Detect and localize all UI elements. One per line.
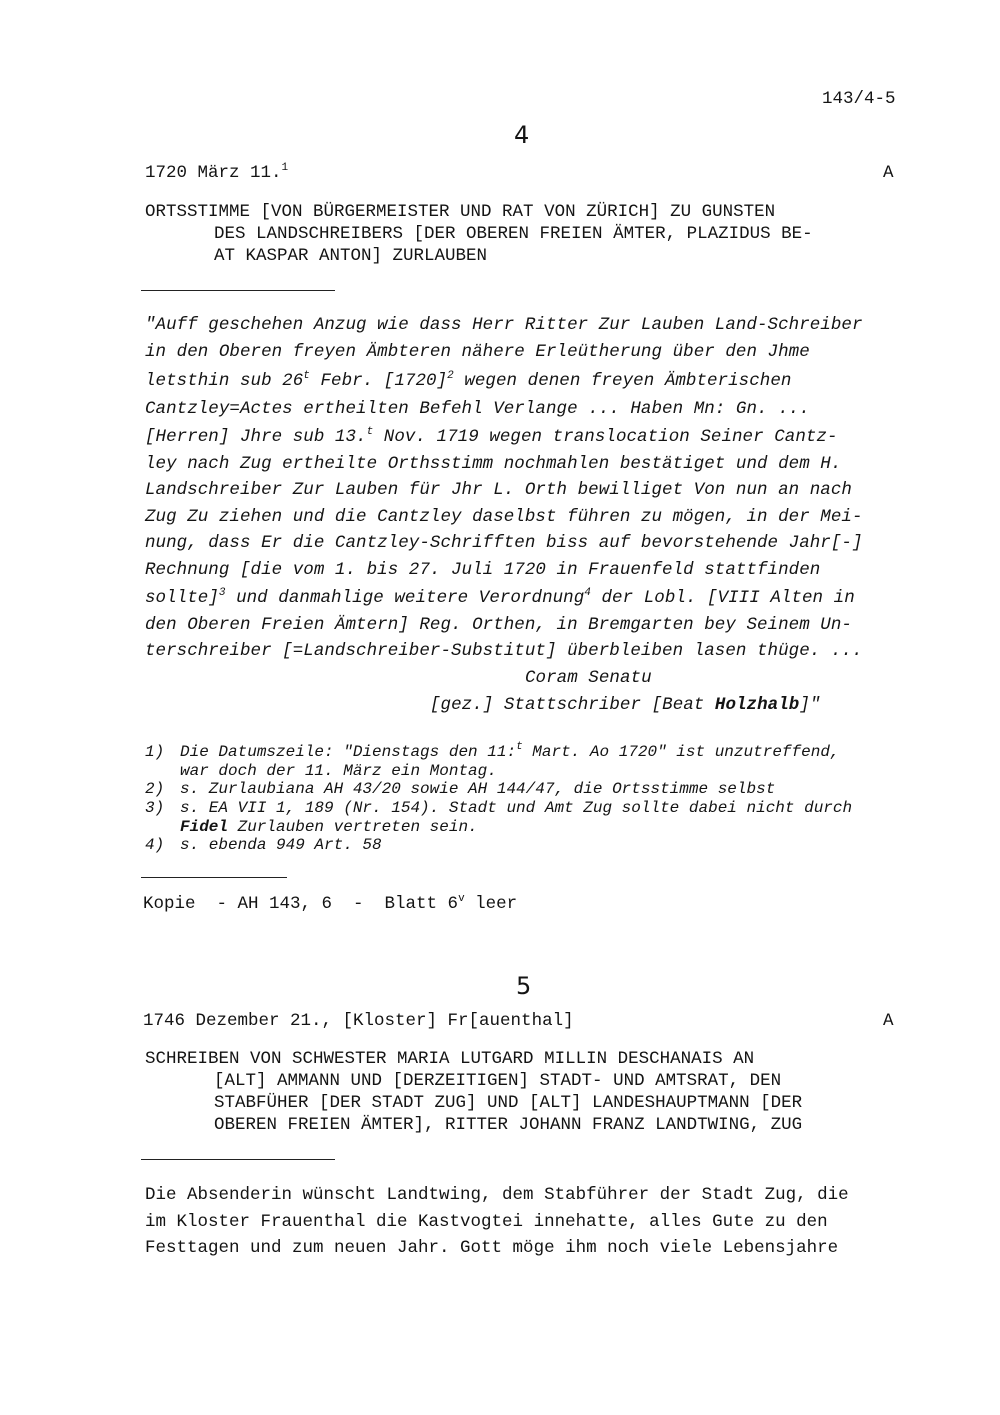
body-line: Die Absenderin wünscht Landtwing, dem Stabführer der Stadt Zug, die (145, 1185, 849, 1205)
footnote-ref[interactable]: 1 (281, 162, 289, 174)
footnote-text: s. EA VII 1, 189 (Nr. 154). Stadt und Amt Zug sollte dabei nicht durch (180, 799, 853, 817)
document-date: 1720 März 11.$^1$ (145, 162, 289, 183)
quote-line: in den Oberen freyen Ämbteren nähere Erleütherung über den Jhme (145, 342, 810, 362)
footnote-number: 4) (145, 836, 165, 854)
document-letter: A (883, 1011, 894, 1031)
footnote-text: s. Zurlaubiana AH 43/20 sowie AH 144/47, die Ortsstimme selbst (180, 780, 776, 798)
quote-line: Landschreiber Zur Lauben für Jhr L. Orth bewilliget Von nun an nach (145, 480, 852, 500)
footnote-ref[interactable]: 2 (447, 370, 454, 382)
body-line: im Kloster Frauenthal die Kastvogtei innehatte, alles Gute zu den (145, 1212, 828, 1232)
footnote-ref[interactable]: 4 (584, 587, 591, 599)
section-divider (141, 290, 335, 291)
body-line: Festtagen und zum neuen Jahr. Gott möge ihm noch viele Lebensjahre (145, 1238, 839, 1258)
title-line: OBEREN FREIEN ÄMTER], RITTER JOHANN FRANZ LANDTWING, ZUG (214, 1115, 803, 1135)
document-letter: A (883, 163, 894, 183)
title-line: ORTSSTIMME [VON BÜRGERMEISTER UND RAT VON ZÜRICH] ZU GUNSTEN (145, 202, 776, 222)
quote-line: ley nach Zug ertheilte Orthsstimm nochmahlen bestätiget und dem H. (145, 454, 842, 474)
footnote-number: 1) (145, 743, 165, 761)
signature-line: [gez.] Stattschriber [Beat Holzhalb]" (430, 695, 821, 715)
quote-line: Rechnung [die vom 1. bis 27. Juli 1720 in Frauenfeld stattfinden (145, 560, 821, 580)
title-line: DES LANDSCHREIBERS [DER OBEREN FREIEN ÄMTER, PLAZIDUS BE- (214, 224, 813, 244)
closing-formula: Coram Senatu (525, 668, 652, 688)
section-divider (141, 877, 287, 878)
signer-name: Holzhalb (714, 695, 800, 715)
section-divider (141, 1159, 335, 1160)
footnote-number: 2) (145, 780, 165, 798)
quote-line: nung, dass Er die Cantzley-Schrifften biss auf bevorstehende Jahr[-] (145, 533, 863, 553)
title-line: STABFÜHER [DER STADT ZUG] UND [ALT] LANDESHAUPTMANN [DER (214, 1093, 803, 1113)
quote-line: Cantzley=Actes ertheilten Befehl Verlange ... Haben Mn: Gn. ... (145, 399, 810, 419)
footnote-number: 3) (145, 799, 165, 817)
document-number: 4 (514, 121, 530, 149)
quote-line: "Auff geschehen Anzug wie dass Herr Ritter Zur Lauben Land-Schreiber (145, 315, 863, 335)
title-line: AT KASPAR ANTON] ZURLAUBEN (214, 246, 488, 266)
quote-line: Zug Zu ziehen und die Cantzley daselbst führen zu mögen, in der Mei- (145, 507, 863, 527)
quote-line: letsthin sub 26$^t$ Febr. $[1720]^2$ wegen denen freyen Ämbterischen (145, 370, 792, 391)
quote-line: terschreiber [=Landschreiber-Substitut] überbleiben lasen thüge. ... (145, 641, 863, 661)
document-date: 1746 Dezember 21., [Kloster] Fr[auenthal] (143, 1011, 574, 1031)
footnote-text: Die Datumszeile: "Dienstags den 11:$^t$ Mart. Ao 1720" ist unzutreffend, (180, 741, 840, 761)
quote-line: [Herren] Jhre sub 13.$^t$ Nov. 1719 wegen translocation Seiner Cantz- (145, 426, 838, 447)
source-note: Kopie - AH 143, 6 - Blatt 6$^v$ leer (143, 893, 518, 914)
page-reference: 143/4-5 (822, 89, 896, 109)
footnote-text: war doch der 11. März ein Montag. (180, 762, 497, 780)
footnote-ref[interactable]: 3 (218, 587, 226, 599)
footnote-text: s. ebenda 949 Art. 58 (180, 836, 382, 854)
footnote-text: Fidel Zurlauben vertreten sein. (180, 818, 478, 836)
title-line: [ALT] AMMANN UND [DERZEITIGEN] STADT- UND AMTSRAT, DEN (214, 1071, 782, 1091)
quote-line: sollte]$^3$ und danmahlige weitere Verordnung$^4$ der Lobl. [VIII Alten in (145, 587, 855, 608)
document-number: 5 (516, 972, 532, 1000)
title-line: SCHREIBEN VON SCHWESTER MARIA LUTGARD MILLIN DESCHANAIS AN (145, 1049, 755, 1069)
quote-line: den Oberen Freien Ämtern] Reg. Orthen, in Bremgarten bey Seinem Un- (145, 615, 852, 635)
